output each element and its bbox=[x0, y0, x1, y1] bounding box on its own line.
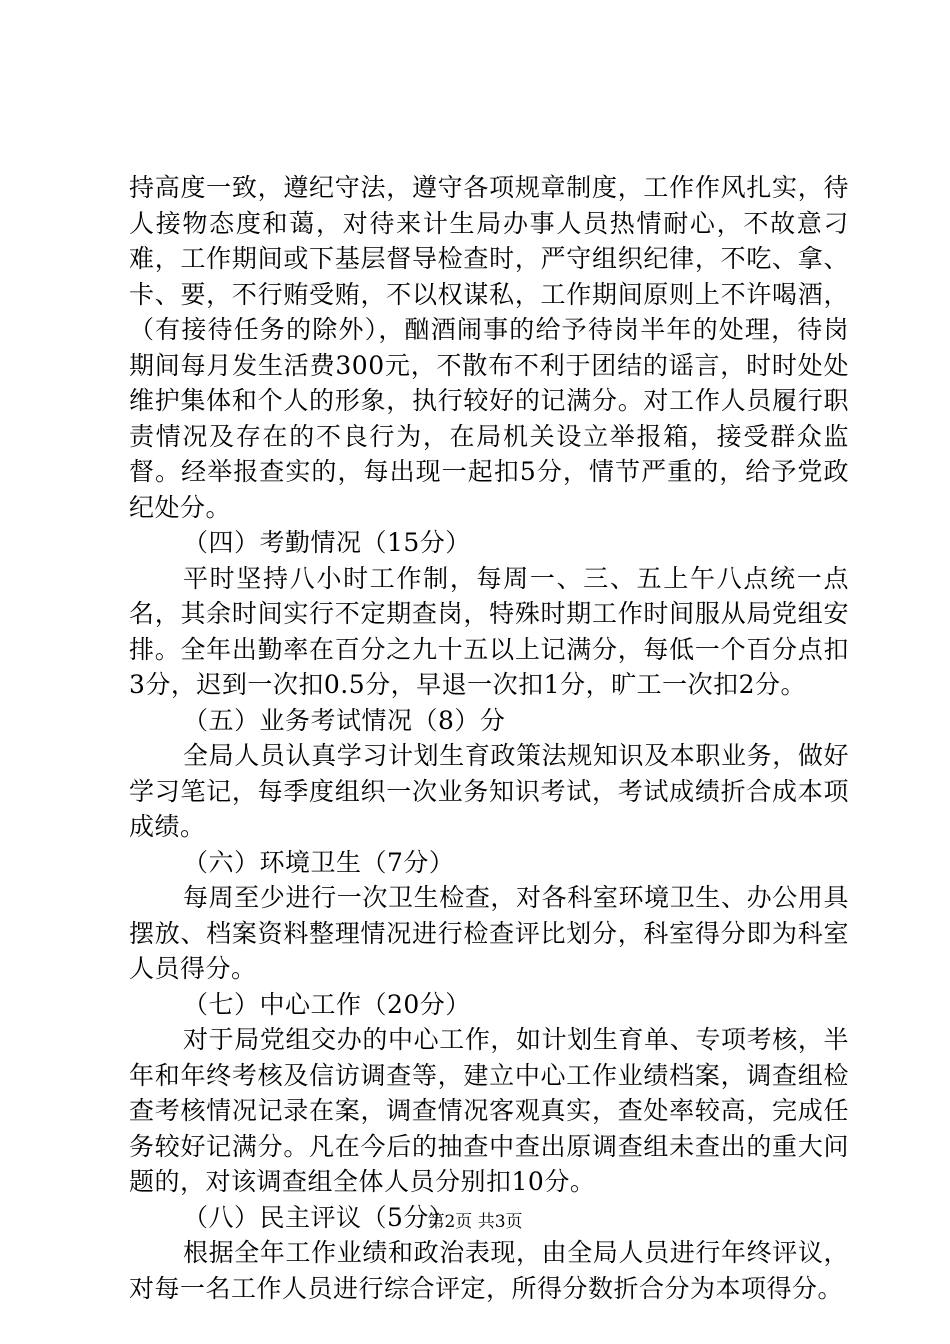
section-heading-exam: （五）业务考试情况（8）分 bbox=[183, 705, 506, 735]
page-footer: 第2页 共3页 bbox=[427, 1212, 523, 1232]
section-heading-attendance: （四）考勤情况（15分） bbox=[183, 528, 471, 557]
paragraph-central-work: 对于局党组交办的中心工作，如计划生育单、专项考核，半年和年终考核及信访调查等，建立中心工作业绩档案，调查组检查考核情况记录在案，调查情况客观真实，查处率较高，完成任务较好记满分。凡在今后的抽查中查出原调查组未查出的重大问题的，对该调查组全体人员分别扣10分。 bbox=[129, 1025, 849, 1196]
document-body bbox=[129, 170, 849, 1306]
paragraph-evaluation: 根据全年工作业绩和政治表现，由全局人员进行年终评议，对每一名工作人员进行综合评定，所得分数折合分为本项得分。 bbox=[129, 1238, 849, 1303]
paragraph-hygiene: 每周至少进行一次卫生检查，对各科室环境卫生、办公用具摆放、档案资料整理情况进行检查评比划分，科室得分即为科室人员得分。 bbox=[129, 883, 849, 983]
section-heading-evaluation: （八）民主评议（5分） bbox=[183, 1202, 455, 1232]
paragraph-exam: 全局人员认真学习计划生育政策法规知识及本职业务，做好学习笔记，每季度组织一次业务知识考试，考试成绩折合成本项成绩。 bbox=[129, 741, 849, 841]
section-heading-central-work: （七）中心工作（20分） bbox=[183, 989, 471, 1019]
section-heading-hygiene: （六）环境卫生（7分） bbox=[183, 847, 455, 877]
paragraph-conduct: 持高度一致，遵纪守法，遵守各项规章制度，工作作风扎实，待人接物态度和蔼，对待来计生局办事人员热情耐心，不故意刁难，工作期间或下基层督导检查时，严守组织纪律，不吃、拿、卡、要，不行贿受贿，不以权谋私，工作期间原则上不许喝酒，（有接待任务的除外），酗酒闹事的给予待岗半年的处理，待岗期间每月发生活费300元，不散布不利于团结的谣言，时时处处维护集体和个人的形象，执行较好的记满分。对工作人员履行职责情况及存在的不良行为，在局机关设立举报箱，接受群众监督。经举报查实的，每出现一起扣5分，情节严重的，给予党政纪处分。 bbox=[129, 173, 849, 522]
paragraph-attendance: 平时坚持八小时工作制，每周一、三、五上午八点统一点名，其余时间实行不定期查岗，特殊时期工作时间服从局党组安排。全年出勤率在百分之九十五以上记满分，每低一个百分点扣3分，迟到一次扣0.5分，早退一次扣1分，旷工一次扣2分。 bbox=[129, 563, 849, 699]
